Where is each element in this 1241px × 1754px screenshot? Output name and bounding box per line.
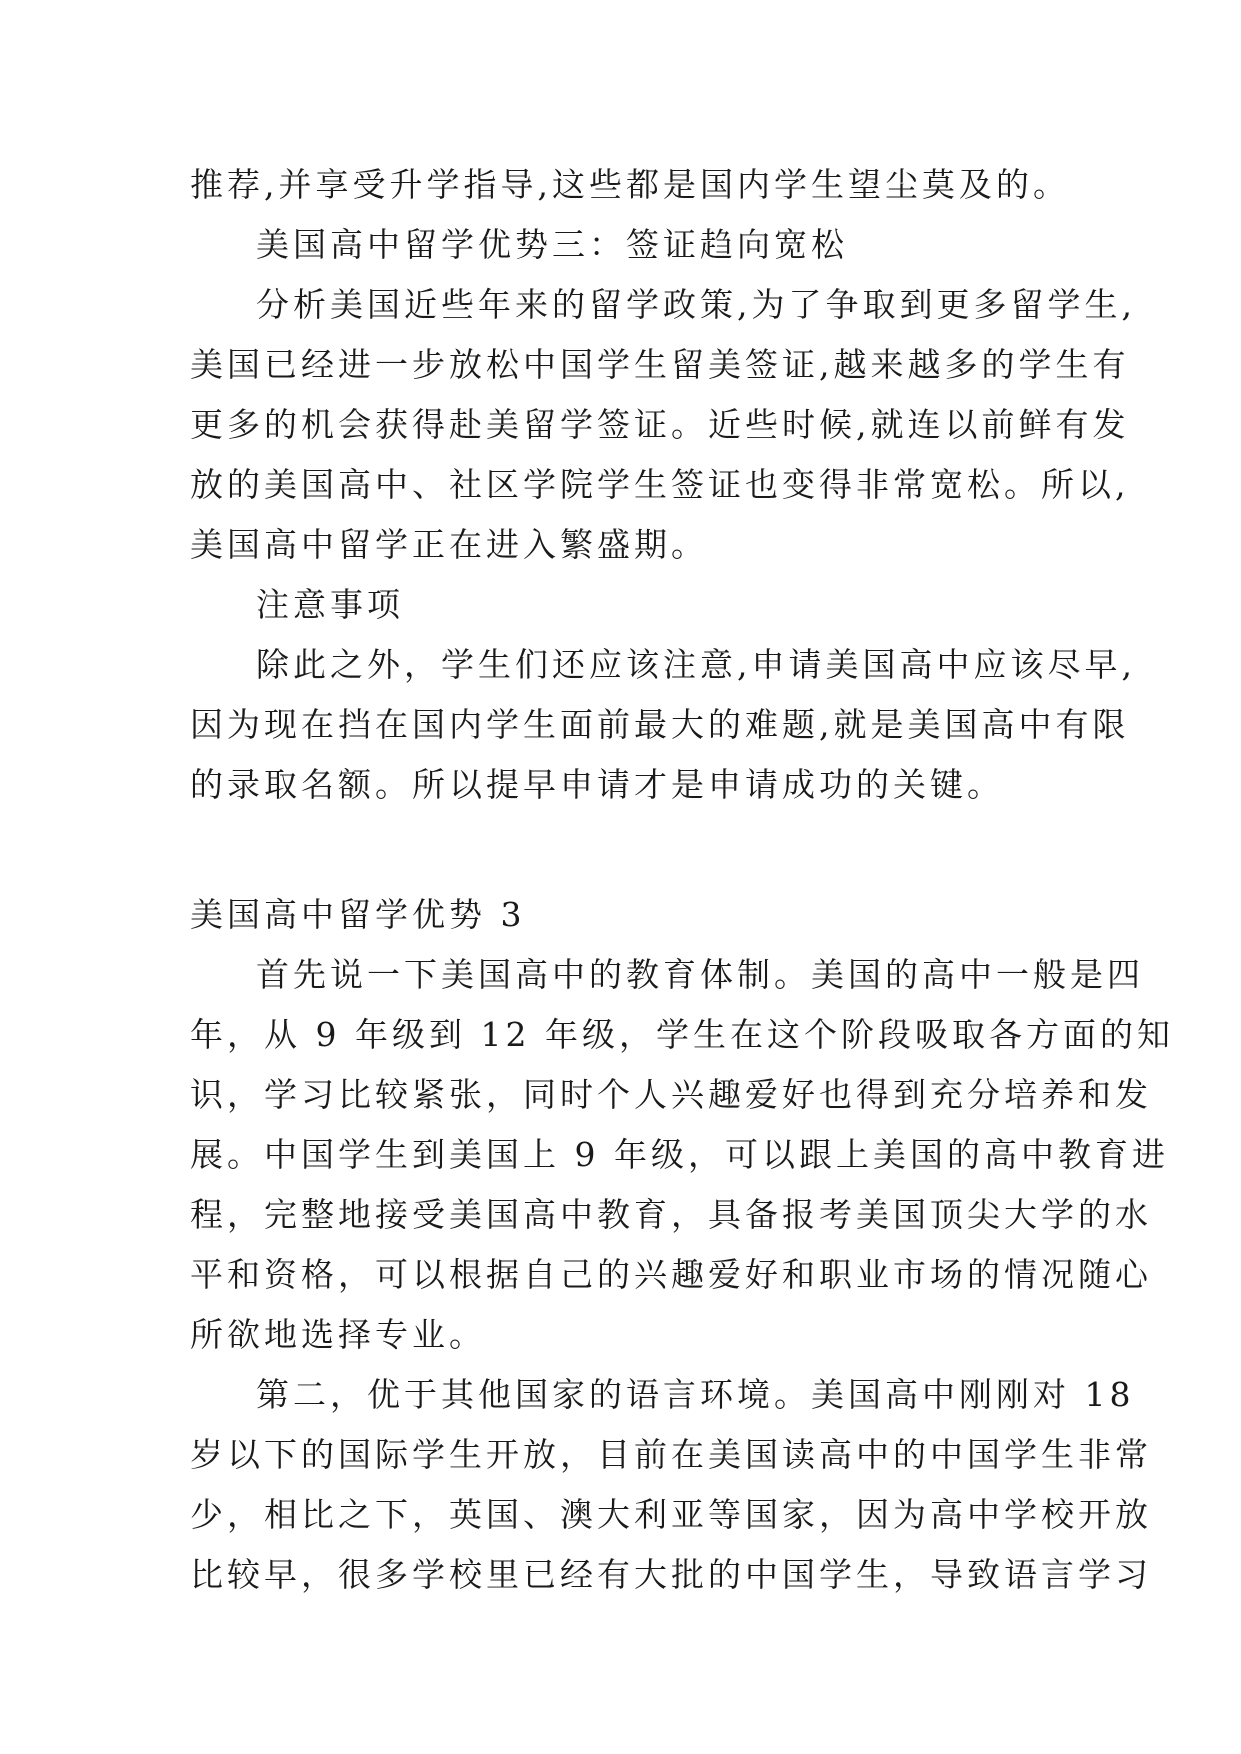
text-line: 除此之外，学生们还应该注意,申请美国高中应该尽早, xyxy=(256,645,1136,684)
section-subheading: 美国高中留学优势三：签证趋向宽松 xyxy=(256,225,848,264)
section-subheading: 注意事项 xyxy=(256,585,404,624)
text-line: 比较早，很多学校里已经有大批的中国学生，导致语言学习 xyxy=(190,1555,1152,1594)
text-line: 美国已经进一步放松中国学生留美签证,越来越多的学生有 xyxy=(190,345,1130,384)
text-line: 所欲地选择专业。 xyxy=(190,1315,486,1354)
text-line: 岁以下的国际学生开放，目前在美国读高中的中国学生非常 xyxy=(190,1435,1152,1474)
text-line: 少，相比之下，英国、澳大利亚等国家，因为高中学校开放 xyxy=(190,1495,1152,1534)
document-body xyxy=(190,155,1174,1605)
text-line: 美国高中留学正在进入繁盛期。 xyxy=(190,525,708,564)
text-line: 推荐,并享受升学指导,这些都是国内学生望尘莫及的。 xyxy=(190,165,1070,204)
text-line: 第二，优于其他国家的语言环境。美国高中刚刚对 18 xyxy=(256,1375,1135,1414)
text-line: 首先说一下美国高中的教育体制。美国的高中一般是四 xyxy=(256,955,1144,994)
text-line: 放的美国高中、社区学院学生签证也变得非常宽松。所以, xyxy=(190,465,1130,504)
text-line: 程，完整地接受美国高中教育，具备报考美国顶尖大学的水 xyxy=(190,1195,1152,1234)
section-heading: 美国高中留学优势 3 xyxy=(190,895,526,934)
text-line: 展。中国学生到美国上 9 年级，可以跟上美国的高中教育进 xyxy=(190,1135,1169,1174)
text-line: 识，学习比较紧张，同时个人兴趣爱好也得到充分培养和发 xyxy=(190,1075,1152,1114)
text-line: 更多的机会获得赴美留学签证。近些时候,就连以前鲜有发 xyxy=(190,405,1130,444)
text-line: 年，从 9 年级到 12 年级，学生在这个阶段吸取各方面的知 xyxy=(190,1015,1174,1054)
text-line: 因为现在挡在国内学生面前最大的难题,就是美国高中有限 xyxy=(190,705,1130,744)
text-line: 的录取名额。所以提早申请才是申请成功的关键。 xyxy=(190,765,1004,804)
text-line: 平和资格，可以根据自己的兴趣爱好和职业市场的情况随心 xyxy=(190,1255,1152,1294)
text-line: 分析美国近些年来的留学政策,为了争取到更多留学生, xyxy=(256,285,1136,324)
